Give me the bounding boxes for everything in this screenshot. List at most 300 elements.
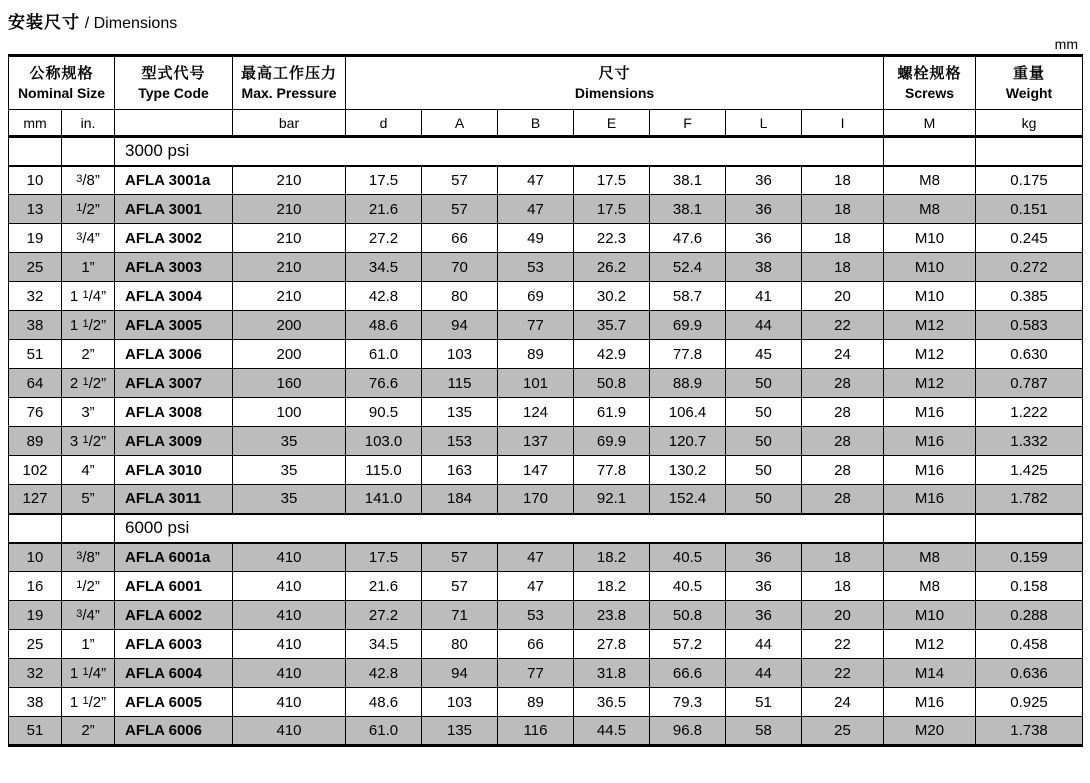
table-row: [9, 166, 1083, 195]
cell-kg: 0.159: [976, 543, 1083, 572]
cell-kg: 1.738: [976, 717, 1083, 746]
header-nominal-size-en: Nominal Size: [17, 85, 106, 101]
cell-A: 66: [422, 224, 498, 253]
cell-d: 141.0: [346, 485, 422, 514]
table-row: [9, 311, 1083, 340]
cell-code: AFLA 6001: [115, 572, 233, 601]
cell-d: 48.6: [346, 311, 422, 340]
cell-F: 38.1: [650, 166, 726, 195]
cell-bar: 160: [233, 369, 346, 398]
header-nominal-size: [9, 56, 115, 110]
cell-in: 1 $^1$/2”: [62, 311, 115, 340]
cell-d: 90.5: [346, 398, 422, 427]
cell-A: 163: [422, 456, 498, 485]
cell-in: $^3$/4”: [62, 601, 115, 630]
cell-in: 1 $^1$/4”: [62, 659, 115, 688]
cell-B: 101: [498, 369, 574, 398]
cell-I: 18: [802, 224, 884, 253]
cell-bar: 410: [233, 601, 346, 630]
cell-bar: 210: [233, 253, 346, 282]
cell-I: 22: [802, 630, 884, 659]
cell-mm: 64: [9, 369, 62, 398]
cell-d: 27.2: [346, 601, 422, 630]
cell-I: 28: [802, 456, 884, 485]
cell-bar: 210: [233, 224, 346, 253]
cell-A: 70: [422, 253, 498, 282]
cell-bar: 200: [233, 340, 346, 369]
cell-I: 28: [802, 427, 884, 456]
cell-M: M16: [884, 398, 976, 427]
cell-kg: 0.787: [976, 369, 1083, 398]
cell-I: 22: [802, 311, 884, 340]
cell-L: 44: [726, 630, 802, 659]
cell-kg: 0.175: [976, 166, 1083, 195]
cell-F: 69.9: [650, 311, 726, 340]
cell-B: 124: [498, 398, 574, 427]
cell-B: 77: [498, 311, 574, 340]
cell-in: 3”: [62, 398, 115, 427]
cell-in: 1”: [62, 630, 115, 659]
cell-mm: 10: [9, 166, 62, 195]
cell-mm: 32: [9, 659, 62, 688]
cell-code: AFLA 3009: [115, 427, 233, 456]
cell-code: AFLA 3001: [115, 195, 233, 224]
unit-cell-bar: bar: [233, 110, 346, 137]
cell-F: 130.2: [650, 456, 726, 485]
cell-E: 44.5: [574, 717, 650, 746]
cell-mm: 38: [9, 311, 62, 340]
cell-kg: 1.425: [976, 456, 1083, 485]
section-label: 3000 psi: [115, 137, 884, 166]
header-type-code-en: Type Code: [138, 85, 209, 101]
cell-kg: 0.151: [976, 195, 1083, 224]
cell-mm: 16: [9, 572, 62, 601]
cell-L: 50: [726, 427, 802, 456]
cell-M: M10: [884, 601, 976, 630]
cell-L: 36: [726, 195, 802, 224]
cell-code: AFLA 3010: [115, 456, 233, 485]
cell-L: 50: [726, 456, 802, 485]
table-row: [9, 369, 1083, 398]
table-row: [9, 659, 1083, 688]
cell-kg: 0.583: [976, 311, 1083, 340]
cell-in: 2 $^1$/2”: [62, 369, 115, 398]
cell-F: 96.8: [650, 717, 726, 746]
cell-A: 80: [422, 630, 498, 659]
cell-F: 40.5: [650, 572, 726, 601]
table-row: [9, 717, 1083, 746]
cell-bar: 410: [233, 688, 346, 717]
cell-d: 115.0: [346, 456, 422, 485]
cell-M: M12: [884, 340, 976, 369]
cell-M: M8: [884, 166, 976, 195]
unit-cell-mm: mm: [9, 110, 62, 137]
cell-kg: 0.925: [976, 688, 1083, 717]
section-cell-in: [62, 514, 115, 543]
cell-M: M10: [884, 282, 976, 311]
cell-code: AFLA 3004: [115, 282, 233, 311]
cell-code: AFLA 3011: [115, 485, 233, 514]
cell-kg: 1.782: [976, 485, 1083, 514]
cell-L: 44: [726, 659, 802, 688]
cell-M: M12: [884, 311, 976, 340]
cell-L: 38: [726, 253, 802, 282]
table-header: [9, 56, 1083, 137]
cell-F: 106.4: [650, 398, 726, 427]
cell-I: 18: [802, 195, 884, 224]
cell-kg: 0.385: [976, 282, 1083, 311]
cell-d: 42.8: [346, 282, 422, 311]
cell-L: 50: [726, 398, 802, 427]
cell-I: 25: [802, 717, 884, 746]
cell-I: 28: [802, 369, 884, 398]
cell-A: 57: [422, 572, 498, 601]
cell-mm: 51: [9, 340, 62, 369]
cell-kg: 0.272: [976, 253, 1083, 282]
cell-B: 69: [498, 282, 574, 311]
unit-cell-type: [115, 110, 233, 137]
cell-in: 1 $^1$/4”: [62, 282, 115, 311]
cell-d: 27.2: [346, 224, 422, 253]
cell-M: M14: [884, 659, 976, 688]
cell-bar: 410: [233, 572, 346, 601]
page-title: [8, 8, 1082, 33]
unit-cell-M: M: [884, 110, 976, 137]
cell-L: 36: [726, 224, 802, 253]
cell-code: AFLA 6006: [115, 717, 233, 746]
cell-code: AFLA 3001a: [115, 166, 233, 195]
table-row: [9, 456, 1083, 485]
cell-code: AFLA 6001a: [115, 543, 233, 572]
section-row: [9, 514, 1083, 543]
cell-A: 115: [422, 369, 498, 398]
cell-mm: 38: [9, 688, 62, 717]
cell-L: 44: [726, 311, 802, 340]
cell-A: 94: [422, 311, 498, 340]
section-cell-M: [884, 137, 976, 166]
cell-bar: 410: [233, 717, 346, 746]
cell-F: 120.7: [650, 427, 726, 456]
cell-F: 38.1: [650, 195, 726, 224]
cell-B: 49: [498, 224, 574, 253]
cell-M: M10: [884, 253, 976, 282]
cell-d: 48.6: [346, 688, 422, 717]
cell-mm: 76: [9, 398, 62, 427]
cell-d: 34.5: [346, 630, 422, 659]
cell-E: 17.5: [574, 195, 650, 224]
cell-F: 47.6: [650, 224, 726, 253]
header-type-code-cjk: 型式代号: [141, 65, 206, 82]
cell-M: M12: [884, 630, 976, 659]
cell-B: 147: [498, 456, 574, 485]
cell-E: 36.5: [574, 688, 650, 717]
cell-I: 28: [802, 398, 884, 427]
cell-F: 77.8: [650, 340, 726, 369]
cell-B: 116: [498, 717, 574, 746]
cell-kg: 1.222: [976, 398, 1083, 427]
table-row: [9, 543, 1083, 572]
cell-L: 51: [726, 688, 802, 717]
table-row: [9, 224, 1083, 253]
unit-cell-in: in.: [62, 110, 115, 137]
table-row: [9, 688, 1083, 717]
cell-E: 23.8: [574, 601, 650, 630]
cell-F: 88.9: [650, 369, 726, 398]
header-max-pressure: [233, 56, 346, 110]
cell-mm: 102: [9, 456, 62, 485]
cell-code: AFLA 3006: [115, 340, 233, 369]
cell-kg: 1.332: [976, 427, 1083, 456]
cell-code: AFLA 3005: [115, 311, 233, 340]
cell-E: 22.3: [574, 224, 650, 253]
table-row: [9, 282, 1083, 311]
cell-I: 18: [802, 543, 884, 572]
cell-M: M8: [884, 572, 976, 601]
header-weight-cjk: 重量: [1013, 65, 1046, 82]
cell-B: 77: [498, 659, 574, 688]
cell-in: 1 $^1$/2”: [62, 688, 115, 717]
unit-cell-A: A: [422, 110, 498, 137]
header-row-main: [9, 56, 1083, 110]
cell-B: 47: [498, 572, 574, 601]
section-cell-in: [62, 137, 115, 166]
cell-kg: 0.630: [976, 340, 1083, 369]
cell-M: M16: [884, 427, 976, 456]
dimensions-table: [8, 54, 1083, 747]
cell-E: 26.2: [574, 253, 650, 282]
cell-B: 47: [498, 166, 574, 195]
table-row: [9, 485, 1083, 514]
cell-E: 61.9: [574, 398, 650, 427]
header-screws-cjk: 螺栓规格: [897, 65, 962, 82]
cell-F: 52.4: [650, 253, 726, 282]
cell-in: 3 $^1$/2”: [62, 427, 115, 456]
cell-code: AFLA 3003: [115, 253, 233, 282]
section-row: [9, 137, 1083, 166]
table-row: [9, 253, 1083, 282]
cell-L: 45: [726, 340, 802, 369]
cell-code: AFLA 3002: [115, 224, 233, 253]
section-cell-M: [884, 514, 976, 543]
cell-A: 135: [422, 398, 498, 427]
cell-A: 71: [422, 601, 498, 630]
cell-kg: 0.458: [976, 630, 1083, 659]
cell-B: 47: [498, 543, 574, 572]
cell-E: 42.9: [574, 340, 650, 369]
cell-in: 4”: [62, 456, 115, 485]
cell-L: 50: [726, 485, 802, 514]
cell-I: 20: [802, 601, 884, 630]
cell-mm: 10: [9, 543, 62, 572]
cell-d: 34.5: [346, 253, 422, 282]
cell-E: 18.2: [574, 543, 650, 572]
cell-mm: 89: [9, 427, 62, 456]
cell-code: AFLA 6003: [115, 630, 233, 659]
header-weight: [976, 56, 1083, 110]
cell-F: 152.4: [650, 485, 726, 514]
cell-d: 21.6: [346, 195, 422, 224]
cell-L: 50: [726, 369, 802, 398]
cell-d: 42.8: [346, 659, 422, 688]
header-screws-en: Screws: [904, 85, 955, 101]
cell-E: 50.8: [574, 369, 650, 398]
cell-bar: 210: [233, 166, 346, 195]
page-title-en: / Dimensions: [84, 15, 178, 32]
cell-d: 61.0: [346, 717, 422, 746]
cell-B: 66: [498, 630, 574, 659]
cell-mm: 13: [9, 195, 62, 224]
unit-cell-I: I: [802, 110, 884, 137]
cell-mm: 25: [9, 630, 62, 659]
table-body: [9, 137, 1083, 746]
cell-bar: 210: [233, 282, 346, 311]
cell-kg: 0.288: [976, 601, 1083, 630]
cell-M: M12: [884, 369, 976, 398]
cell-d: 17.5: [346, 543, 422, 572]
cell-bar: 35: [233, 456, 346, 485]
header-dimensions-en: Dimensions: [574, 85, 655, 101]
cell-in: $^3$/8”: [62, 543, 115, 572]
cell-F: 57.2: [650, 630, 726, 659]
unit-cell-kg: kg: [976, 110, 1083, 137]
cell-d: 76.6: [346, 369, 422, 398]
cell-F: 40.5: [650, 543, 726, 572]
cell-I: 24: [802, 688, 884, 717]
cell-bar: 100: [233, 398, 346, 427]
cell-A: 57: [422, 166, 498, 195]
unit-cell-d: d: [346, 110, 422, 137]
table-row: [9, 572, 1083, 601]
cell-in: 2”: [62, 717, 115, 746]
cell-mm: 19: [9, 601, 62, 630]
cell-E: 30.2: [574, 282, 650, 311]
cell-M: M16: [884, 456, 976, 485]
cell-bar: 410: [233, 543, 346, 572]
cell-in: 1”: [62, 253, 115, 282]
cell-E: 92.1: [574, 485, 650, 514]
cell-I: 18: [802, 253, 884, 282]
cell-M: M20: [884, 717, 976, 746]
cell-kg: 0.158: [976, 572, 1083, 601]
cell-B: 47: [498, 195, 574, 224]
unit-cell-F: F: [650, 110, 726, 137]
cell-I: 20: [802, 282, 884, 311]
cell-bar: 200: [233, 311, 346, 340]
cell-F: 50.8: [650, 601, 726, 630]
cell-I: 22: [802, 659, 884, 688]
cell-mm: 25: [9, 253, 62, 282]
header-dimensions: [346, 56, 884, 110]
cell-A: 153: [422, 427, 498, 456]
section-cell-mm: [9, 137, 62, 166]
header-max-pressure-en: Max. Pressure: [241, 85, 337, 101]
cell-code: AFLA 3008: [115, 398, 233, 427]
cell-M: M16: [884, 688, 976, 717]
cell-E: 27.8: [574, 630, 650, 659]
cell-L: 36: [726, 572, 802, 601]
unit-cell-E: E: [574, 110, 650, 137]
cell-mm: 51: [9, 717, 62, 746]
cell-in: $^3$/8”: [62, 166, 115, 195]
cell-A: 94: [422, 659, 498, 688]
cell-L: 36: [726, 166, 802, 195]
table-row: [9, 398, 1083, 427]
cell-M: M16: [884, 485, 976, 514]
cell-I: 18: [802, 166, 884, 195]
cell-d: 103.0: [346, 427, 422, 456]
unit-cell-B: B: [498, 110, 574, 137]
cell-A: 103: [422, 340, 498, 369]
cell-bar: 210: [233, 195, 346, 224]
unit-note: mm: [1054, 36, 1078, 52]
cell-A: 184: [422, 485, 498, 514]
cell-E: 18.2: [574, 572, 650, 601]
cell-in: 5”: [62, 485, 115, 514]
cell-d: 61.0: [346, 340, 422, 369]
table-row: [9, 340, 1083, 369]
section-cell-kg: [976, 137, 1083, 166]
cell-code: AFLA 6005: [115, 688, 233, 717]
cell-E: 77.8: [574, 456, 650, 485]
cell-L: 58: [726, 717, 802, 746]
cell-I: 18: [802, 572, 884, 601]
cell-A: 57: [422, 195, 498, 224]
header-screws: [884, 56, 976, 110]
cell-bar: 410: [233, 659, 346, 688]
cell-code: AFLA 6004: [115, 659, 233, 688]
cell-E: 17.5: [574, 166, 650, 195]
cell-F: 79.3: [650, 688, 726, 717]
table-row: [9, 630, 1083, 659]
cell-bar: 35: [233, 427, 346, 456]
section-cell-mm: [9, 514, 62, 543]
cell-A: 80: [422, 282, 498, 311]
cell-kg: 0.245: [976, 224, 1083, 253]
cell-in: $^1$/2”: [62, 195, 115, 224]
cell-code: AFLA 6002: [115, 601, 233, 630]
cell-d: 17.5: [346, 166, 422, 195]
cell-bar: 410: [233, 630, 346, 659]
cell-kg: 0.636: [976, 659, 1083, 688]
cell-in: $^1$/2”: [62, 572, 115, 601]
cell-F: 58.7: [650, 282, 726, 311]
header-dimensions-cjk: 尺寸: [598, 65, 631, 82]
cell-B: 170: [498, 485, 574, 514]
cell-d: 21.6: [346, 572, 422, 601]
header-weight-en: Weight: [1005, 85, 1053, 101]
cell-L: 36: [726, 601, 802, 630]
table-row: [9, 195, 1083, 224]
cell-E: 35.7: [574, 311, 650, 340]
cell-B: 89: [498, 688, 574, 717]
cell-F: 66.6: [650, 659, 726, 688]
cell-mm: 19: [9, 224, 62, 253]
cell-in: 2”: [62, 340, 115, 369]
cell-B: 137: [498, 427, 574, 456]
cell-L: 36: [726, 543, 802, 572]
cell-E: 31.8: [574, 659, 650, 688]
cell-B: 89: [498, 340, 574, 369]
table-row: [9, 601, 1083, 630]
cell-bar: 35: [233, 485, 346, 514]
cell-mm: 32: [9, 282, 62, 311]
cell-mm: 127: [9, 485, 62, 514]
cell-L: 41: [726, 282, 802, 311]
cell-A: 103: [422, 688, 498, 717]
cell-I: 24: [802, 340, 884, 369]
page-title-cjk: 安装尺寸: [8, 13, 80, 32]
cell-A: 57: [422, 543, 498, 572]
